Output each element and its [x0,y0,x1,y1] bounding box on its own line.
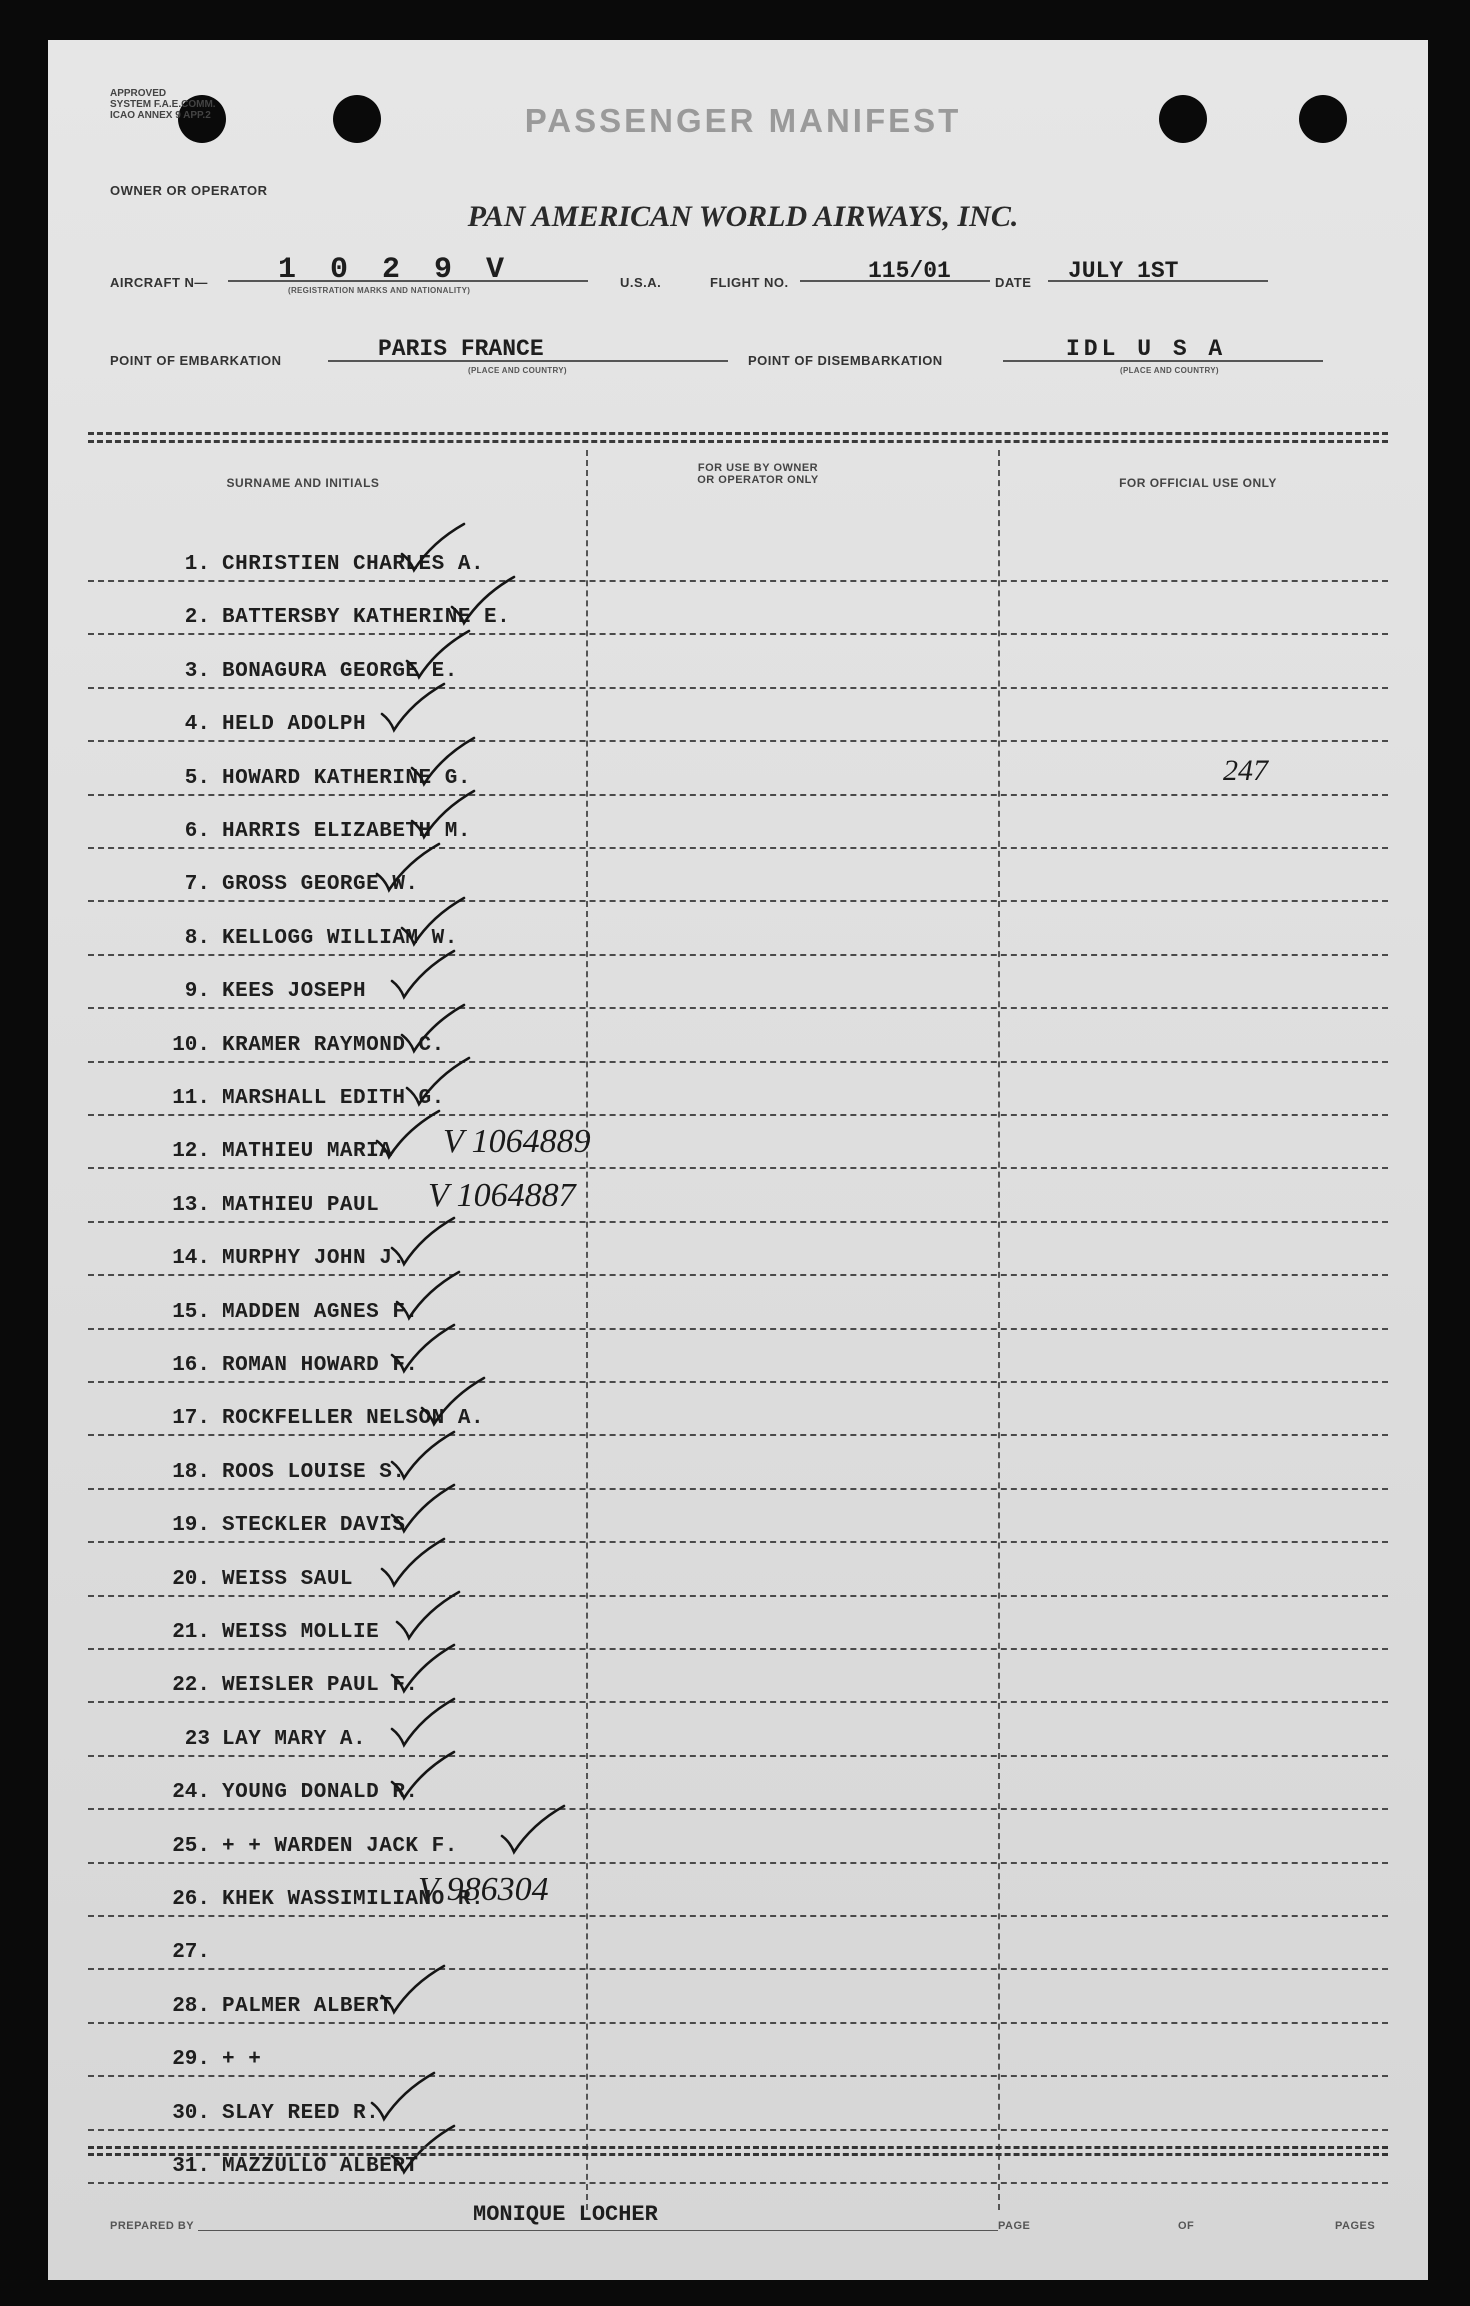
owner-label: OWNER OR OPERATOR [110,183,268,198]
prepared-value: MONIQUE LOCHER [473,2202,658,2227]
passenger-name: WEISLER PAUL F. [222,1674,419,1698]
passenger-name: KHEK WASSIMILIANO R. [222,1888,485,1911]
row-number: 16. [172,1354,210,1377]
date-label: DATE [995,275,1032,290]
table-row [88,1114,1388,1169]
table-row [88,1008,1388,1063]
row-number: 4. [184,713,210,737]
table-row [88,1915,1388,1970]
approval-stamp [110,88,230,121]
table-row [88,1969,1388,2024]
row-number: 13. [172,1193,210,1217]
table-row [88,1168,1388,1223]
punch-hole [1299,95,1347,143]
table-row [88,1702,1388,1757]
checkmark-icon [388,1428,458,1482]
row-number: 7. [184,873,210,897]
checkmark-icon [388,2122,458,2176]
table-row [88,847,1388,902]
table-row [88,527,1388,582]
row-number: 10. [172,1033,210,1057]
table-row [88,794,1388,849]
row-number: 18. [172,1460,210,1484]
table-row [88,1755,1388,1810]
checkmark-icon [368,2069,438,2123]
row-number: 20. [172,1567,210,1591]
row-number: 11. [172,1087,210,1110]
header-rule [88,440,1388,443]
row-number: 28. [172,1994,210,2018]
handwritten-number: V 1064887 [428,1176,576,1214]
row-number: 19. [172,1514,210,1538]
row-number: 9. [184,980,210,1004]
disembark-label: POINT OF DISEMBARKATION [748,353,943,368]
checkmark-icon [388,1695,458,1749]
table-row [88,580,1388,635]
passenger-name: CHRISTIEN CHARLES A. [222,553,485,576]
checkmark-icon [378,680,448,734]
passenger-name: HOWARD KATHERINE G. [222,766,471,790]
table-row [88,954,1388,1009]
table-row [88,1809,1388,1864]
checkmark-icon [398,520,468,574]
of-label: OF [1178,2220,1195,2232]
table-row [88,1862,1388,1917]
handwritten-number: V 1064889 [443,1123,591,1161]
official-use-column-header: FOR OFFICIAL USE ONLY [1119,476,1277,490]
checkmark-icon [408,734,478,788]
flight-label: FLIGHT NO. [710,275,789,290]
table-row [88,1435,1388,1490]
table-row [88,1595,1388,1650]
table-row [88,741,1388,796]
table-row [88,1328,1388,1383]
passenger-name: WEISS SAUL [222,1567,354,1591]
owner-use-column-header [638,462,878,486]
approval-line: APPROVED [110,88,167,99]
passenger-name: STECKLER DAVIS [222,1514,406,1538]
row-number: 17. [172,1407,210,1431]
row-number: 22. [172,1674,210,1698]
checkmark-icon [448,573,518,627]
passenger-name: HELD ADOLPH [222,713,367,737]
prepared-line [198,2230,998,2231]
row-number: 24. [172,1781,210,1805]
row-number: 6. [184,820,210,843]
row-number: 31. [172,2155,210,2178]
official-note: 247 [1223,753,1268,787]
checkmark-icon [378,1962,448,2016]
passenger-name: ROMAN HOWARD F. [222,1354,419,1377]
checkmark-icon [373,1107,443,1161]
owner-use-line: FOR USE BY OWNER [697,462,819,474]
passenger-name: KELLOGG WILLIAM W. [222,926,458,950]
checkmark-icon [393,1588,463,1642]
passenger-name: WEISS MOLLIE [222,1621,380,1644]
disembark-value: IDL U S A [1066,336,1227,362]
checkmark-icon [388,1641,458,1695]
flight-value: 115/01 [868,258,951,284]
form-title: PASSENGER MANIFEST [524,102,962,139]
checkmark-icon [388,1748,458,1802]
passenger-name: KRAMER RAYMOND C. [222,1033,445,1057]
table-row [88,1648,1388,1703]
date-value: JULY 1ST [1068,258,1179,284]
table-row [88,2076,1388,2131]
checkmark-icon [388,1481,458,1535]
row-number: 3. [184,659,210,683]
aircraft-sub: (REGISTRATION MARKS AND NATIONALITY) [288,286,471,295]
passenger-name: MARSHALL EDITH G. [222,1087,445,1110]
passenger-name: ROOS LOUISE S. [222,1460,406,1484]
embark-value: PARIS FRANCE [378,336,544,362]
table-row [88,2022,1388,2077]
row-number: 1. [184,553,210,576]
row-number: 15. [172,1300,210,1324]
aircraft-label: AIRCRAFT N— [110,275,208,290]
passenger-name: ROCKFELLER NELSON A. [222,1407,485,1431]
punch-hole [1159,95,1207,143]
checkmark-icon [373,840,443,894]
table-row [88,1221,1388,1276]
passenger-name: MATHIEU PAUL [222,1193,380,1217]
embark-label: POINT OF EMBARKATION [110,353,282,368]
table-row [88,1275,1388,1330]
embark-sub: (PLACE AND COUNTRY) [468,366,567,375]
checkmark-icon [498,1802,568,1856]
passenger-name: MURPHY JOHN J. [222,1247,406,1271]
handwritten-number: V 986304 [418,1871,549,1908]
passenger-name: GROSS GEORGE W. [222,873,419,897]
usa-label: U.S.A. [620,275,662,290]
company-name: PAN AMERICAN WORLD AIRWAYS, INC. [467,200,1019,233]
manifest-sheet [48,40,1428,2280]
passenger-name: HARRIS ELIZABETH M. [222,820,471,843]
checkmark-icon [403,1054,473,1108]
disembark-sub: (PLACE AND COUNTRY) [1120,366,1219,375]
surname-column-header: SURNAME AND INITIALS [226,476,380,490]
approval-line: ICAO ANNEX 9 APP.2 [110,110,211,121]
table-row [88,1381,1388,1436]
checkmark-icon [398,1001,468,1055]
passenger-name: MAZZULLO ALBERT [222,2155,419,2178]
table-row [88,1542,1388,1597]
passenger-name: + + [222,2048,262,2072]
pages-label: PAGES [1335,2220,1376,2232]
table-row [88,634,1388,689]
checkmark-icon [403,627,473,681]
aircraft-value: 1 0 2 9 V [278,253,513,287]
approval-line: SYSTEM F.A.E.COMM. [110,99,216,110]
table-row [88,901,1388,956]
row-number: 30. [172,2101,210,2125]
row-number: 26. [172,1888,210,1911]
checkmark-icon [408,787,478,841]
owner-use-line: OR OPERATOR ONLY [697,474,819,486]
header-rule [88,432,1388,435]
passenger-table [88,527,1388,2204]
row-number: 21. [172,1621,210,1644]
table-row [88,1061,1388,1116]
footer-rule [88,2146,1388,2149]
passenger-name: SLAY REED R. [222,2101,380,2125]
row-number: 25. [172,1834,210,1858]
passenger-name: BONAGURA GEORGE E. [222,659,458,683]
passenger-name: PALMER ALBERT [222,1994,393,2018]
checkmark-icon [388,1214,458,1268]
passenger-name: BATTERSBY KATHERINE E. [222,606,511,630]
checkmark-icon [418,1374,488,1428]
checkmark-icon [388,1321,458,1375]
page-label: PAGE [998,2220,1031,2232]
checkmark-icon [388,947,458,1001]
footer-rule [88,2153,1388,2156]
passenger-name: KEES JOSEPH [222,980,367,1004]
passenger-name: + + WARDEN JACK F. [222,1834,458,1858]
passenger-name: MATHIEU MARIA [222,1140,393,1164]
table-row [88,687,1388,742]
row-number: 8. [184,926,210,950]
checkmark-icon [378,1535,448,1589]
table-row [88,2129,1388,2184]
row-number: 27. [172,1941,210,1965]
table-row [88,1488,1388,1543]
checkmark-icon [393,1268,463,1322]
row-number: 5. [184,766,210,790]
checkmark-icon [398,894,468,948]
row-number: 29. [172,2048,210,2072]
row-number: 12. [172,1140,210,1164]
prepared-label: PREPARED BY [110,2220,195,2232]
row-number: 2. [184,606,210,630]
passenger-name: YOUNG DONALD R. [222,1781,419,1805]
passenger-name: LAY MARY A. [222,1727,367,1751]
row-number: 23 [184,1727,210,1751]
row-number: 14. [172,1247,210,1271]
passenger-name: MADDEN AGNES F. [222,1300,419,1324]
